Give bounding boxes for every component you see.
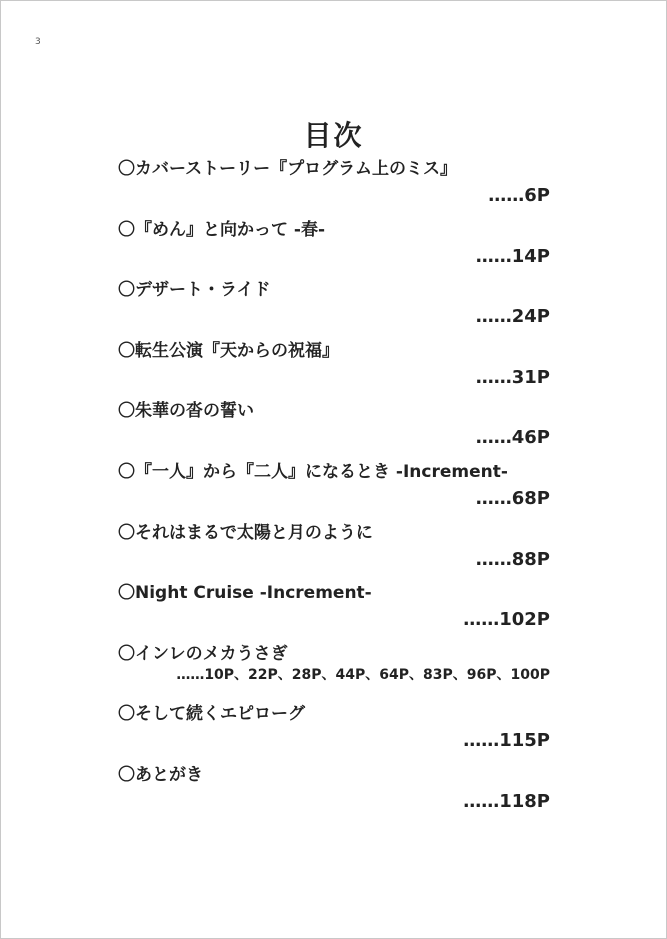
toc-entry — [118, 278, 550, 339]
toc-entry-title: 〇それはまるで太陽と月のように — [118, 522, 373, 543]
toc-entry-title: 〇『一人』から『二人』になるとき -Increment- — [118, 461, 508, 482]
toc-entry-page: ……10P、22P、28P、44P、64P、83P、96P、100P — [176, 666, 550, 683]
toc-entry — [118, 339, 550, 400]
toc-entry-title: 〇インレのメカうさぎ — [118, 643, 288, 664]
toc-entry-title: 〇カバーストーリー『プログラム上のミス』 — [118, 159, 457, 179]
toc-entry-page: ……88P — [475, 548, 550, 570]
toc-entry-page: ……102P — [463, 609, 550, 631]
toc-entry-title: 〇デザート・ライド — [118, 280, 271, 301]
toc-entry-title: 〇朱華の沓の誓い — [118, 401, 254, 422]
toc-entry-page: ……31P — [475, 366, 550, 388]
toc-entry — [118, 642, 550, 703]
toc-entry-title: 〇そして続くエピローグ — [118, 704, 305, 725]
toc-entry-page: ……14P — [475, 245, 550, 267]
toc-entry — [118, 218, 550, 279]
toc-entry-page: ……24P — [475, 306, 550, 328]
toc-entry — [118, 399, 550, 460]
toc-entry — [118, 702, 550, 763]
toc-entry-title: 〇『めん』と向かって -春- — [118, 219, 326, 240]
toc-entry-title: 〇転生公演『天からの祝福』 — [118, 340, 339, 361]
page-title: 目次 — [303, 119, 364, 152]
toc-entry — [118, 763, 550, 824]
toc-entry-title: 〇Night Cruise -Increment- — [118, 583, 372, 604]
toc-entry-page: ……6P — [488, 185, 550, 206]
toc-entry — [118, 460, 550, 521]
toc-entry-page: ……118P — [463, 790, 550, 812]
toc-entry-page: ……46P — [475, 427, 550, 449]
toc-entry-title: 〇あとがき — [118, 764, 203, 785]
toc-entry — [118, 521, 550, 582]
toc-entry-page: ……115P — [463, 730, 550, 752]
page-number: 3 — [35, 37, 41, 47]
table-of-contents — [118, 157, 550, 824]
toc-entry — [118, 157, 550, 218]
toc-entry — [118, 581, 550, 642]
toc-entry-page: ……68P — [475, 487, 550, 509]
